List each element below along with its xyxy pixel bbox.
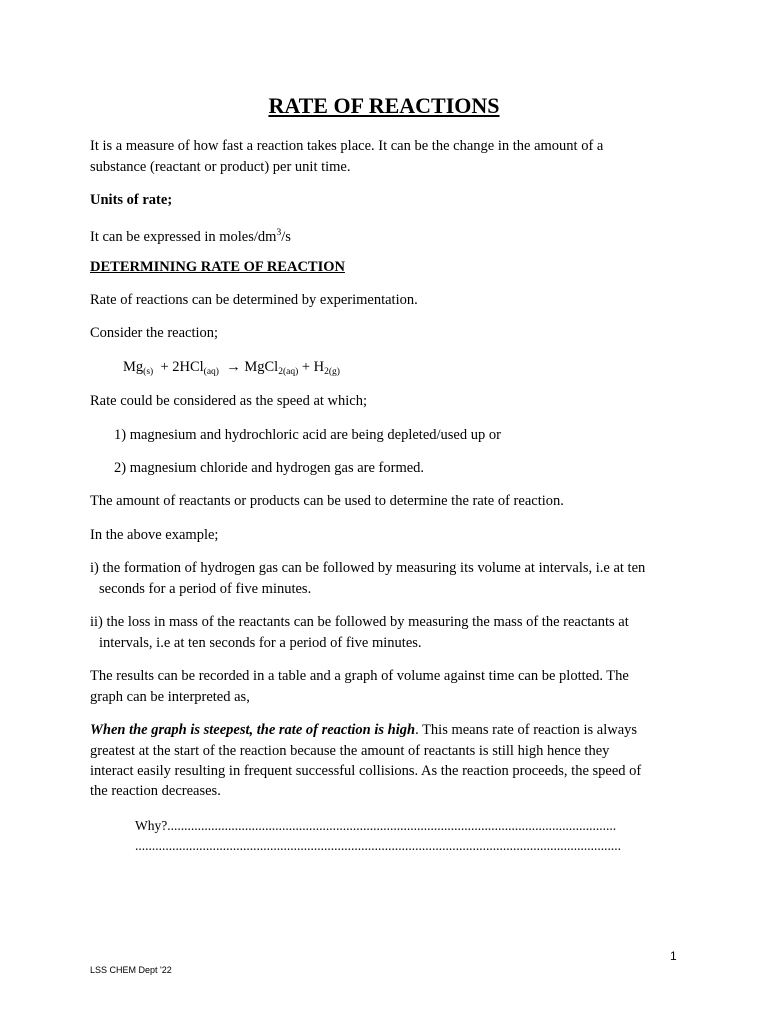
units-text: [90, 223, 291, 247]
item-i-line-2: seconds for a period of five minutes.: [99, 581, 312, 597]
paragraph-results-line-1: The results can be recorded in a table and a graph of volume against time can be plotted. The: [90, 668, 629, 684]
paragraph-amount: The amount of reactants or products can be used to determine the rate of reaction.: [90, 493, 564, 509]
item-ii-line-1: ii) the loss in mass of the reactants can be followed by measuring the mass of the reactants at: [90, 614, 629, 630]
paragraph-determined: Rate of reactions can be determined by experimentation.: [90, 292, 418, 308]
eq-hcl: + 2HCl: [153, 359, 204, 375]
list-item-1: 1) magnesium and hydrochloric acid are being depleted/used up or: [114, 427, 501, 443]
units-text-post: /s: [281, 229, 291, 245]
intro-line-1: It is a measure of how fast a reaction takes place. It can be the change in the amount of a: [90, 138, 604, 154]
eq-hcl-state: (aq): [203, 367, 219, 377]
why-line-1: Why?.....................................................................................................................................: [135, 818, 617, 833]
item-i-line-1: i) the formation of hydrogen gas can be followed by measuring its volume at intervals, i.e at ten: [90, 560, 646, 576]
page-title: RATE OF REACTIONS: [268, 93, 500, 118]
footer-text: LSS CHEM Dept '22: [90, 965, 172, 975]
units-superscript: 3: [276, 228, 282, 238]
paragraph-consider: Consider the reaction;: [90, 325, 219, 341]
item-ii-line-2: intervals, i.e at ten seconds for a period of five minutes.: [99, 635, 422, 651]
paragraph-steep-line-2: greatest at the start of the reaction because the amount of reactants is still high hence they: [90, 743, 610, 759]
reaction-equation: [123, 357, 340, 382]
list-item-2: 2) magnesium chloride and hydrogen gas are formed.: [114, 460, 425, 476]
steep-emphasis: When the graph is steepest, the rate of reaction is high: [90, 722, 416, 738]
units-heading: Units of rate;: [90, 192, 173, 208]
paragraph-steep-line-3: interact easily resulting in frequent successful collisions. As the reaction proceeds, the speed of: [90, 763, 642, 779]
eq-h2: + H: [298, 359, 325, 375]
section-heading: DETERMINING RATE OF REACTION: [90, 259, 345, 275]
eq-mg-state: (s): [143, 367, 154, 377]
eq-mgcl-state: 2(aq): [278, 367, 299, 377]
units-text-pre: It can be expressed in moles/dm: [90, 229, 277, 245]
why-line-2: ................................................................................................................................................: [135, 838, 621, 853]
page-number: 1: [670, 949, 677, 963]
paragraph-steep-line-4: the reaction decreases.: [90, 783, 221, 799]
paragraph-rate-speed: Rate could be considered as the speed at which;: [90, 393, 368, 409]
eq-arrow-mgcl: → MgCl: [218, 359, 279, 375]
paragraph-steep-line-1: [90, 720, 637, 740]
paragraph-results-line-2: graph can be interpreted as,: [90, 689, 250, 705]
eq-h2-state: 2(g): [324, 367, 340, 377]
intro-line-2: substance (reactant or product) per unit time.: [90, 159, 351, 175]
paragraph-example: In the above example;: [90, 527, 219, 543]
eq-mg: Mg: [123, 359, 144, 375]
steep-rest: . This means rate of reaction is always: [415, 722, 638, 738]
